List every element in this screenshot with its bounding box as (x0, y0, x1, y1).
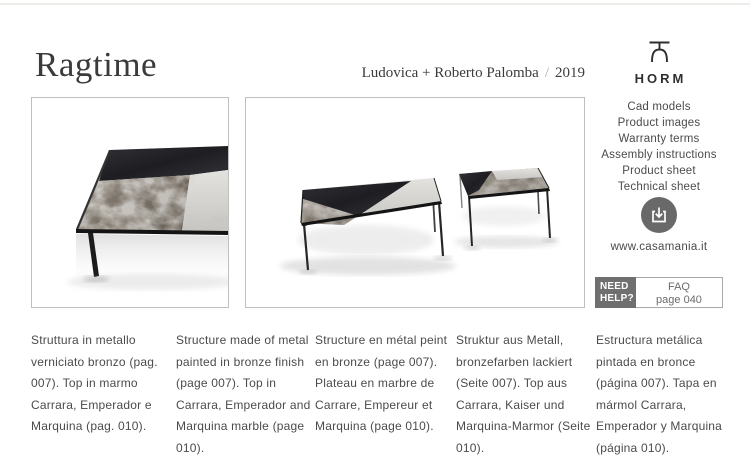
link-product-images[interactable]: Product images (617, 117, 701, 129)
link-cad-models[interactable]: Cad models (627, 101, 691, 113)
resource-links (595, 99, 723, 195)
top-divider (0, 3, 750, 5)
description-spanish: Estructura metálica pintada en bronce (página 007). Tapa en mármol Carrara, Emperador y Marquina (página 010). (596, 333, 723, 455)
product-photo-table-detail (32, 98, 228, 307)
design-year: 2019 (555, 65, 585, 81)
link-assembly-instructions[interactable]: Assembly instructions (601, 149, 717, 161)
product-photo-frame-2 (245, 97, 585, 308)
website-link[interactable]: www.casamania.it (610, 241, 708, 253)
description-italian: Struttura in metallo verniciato bronzo (pag. 007). Top in marmo Carrara, Emperador e Marquina (pag. 010). (31, 333, 158, 433)
need-help-box (595, 277, 723, 308)
description-german: Struktur aus Metall, bronzefarben lackiert (Seite 007). Top aus Carrara, Kaiser und Marquina-Marmor (Seite 010). (456, 333, 591, 455)
link-technical-sheet[interactable]: Technical sheet (617, 181, 701, 193)
link-warranty-terms[interactable]: Warranty terms (618, 133, 700, 145)
emperador-marble-area (76, 175, 190, 231)
product-photo-frame-1 (31, 97, 229, 308)
download-button[interactable] (641, 197, 677, 233)
leg-shadow (83, 276, 109, 282)
table-logo-icon (646, 40, 673, 65)
download-tray-icon (649, 205, 669, 225)
link-product-sheet[interactable]: Product sheet (622, 165, 696, 177)
designer-names: Ludovica + Roberto Palomba (361, 65, 539, 81)
need-help-label: NEED HELP? (595, 277, 636, 308)
product-photo-table-pair (246, 98, 584, 307)
description-french: Structure en métal peint en bronze (page 007). Plateau en marbre de Carrare, Empereur et Marquina (page 010). (315, 333, 448, 433)
under-table-shade (462, 206, 546, 226)
faq-title: FAQ (667, 281, 690, 293)
byline-separator: / (544, 65, 549, 81)
brand-name: HORM (634, 71, 687, 86)
faq-reference[interactable] (636, 277, 723, 308)
brand-block (595, 40, 723, 86)
under-table-shade (298, 225, 434, 255)
faq-page: page 040 (656, 294, 702, 306)
designer-byline (280, 65, 585, 82)
page-title: Ragtime (35, 45, 158, 84)
description-english: Structure made of metal painted in bronze finish (page 007). Top in Carrara, Emperador and Marquina marble (page 010). (176, 333, 311, 455)
